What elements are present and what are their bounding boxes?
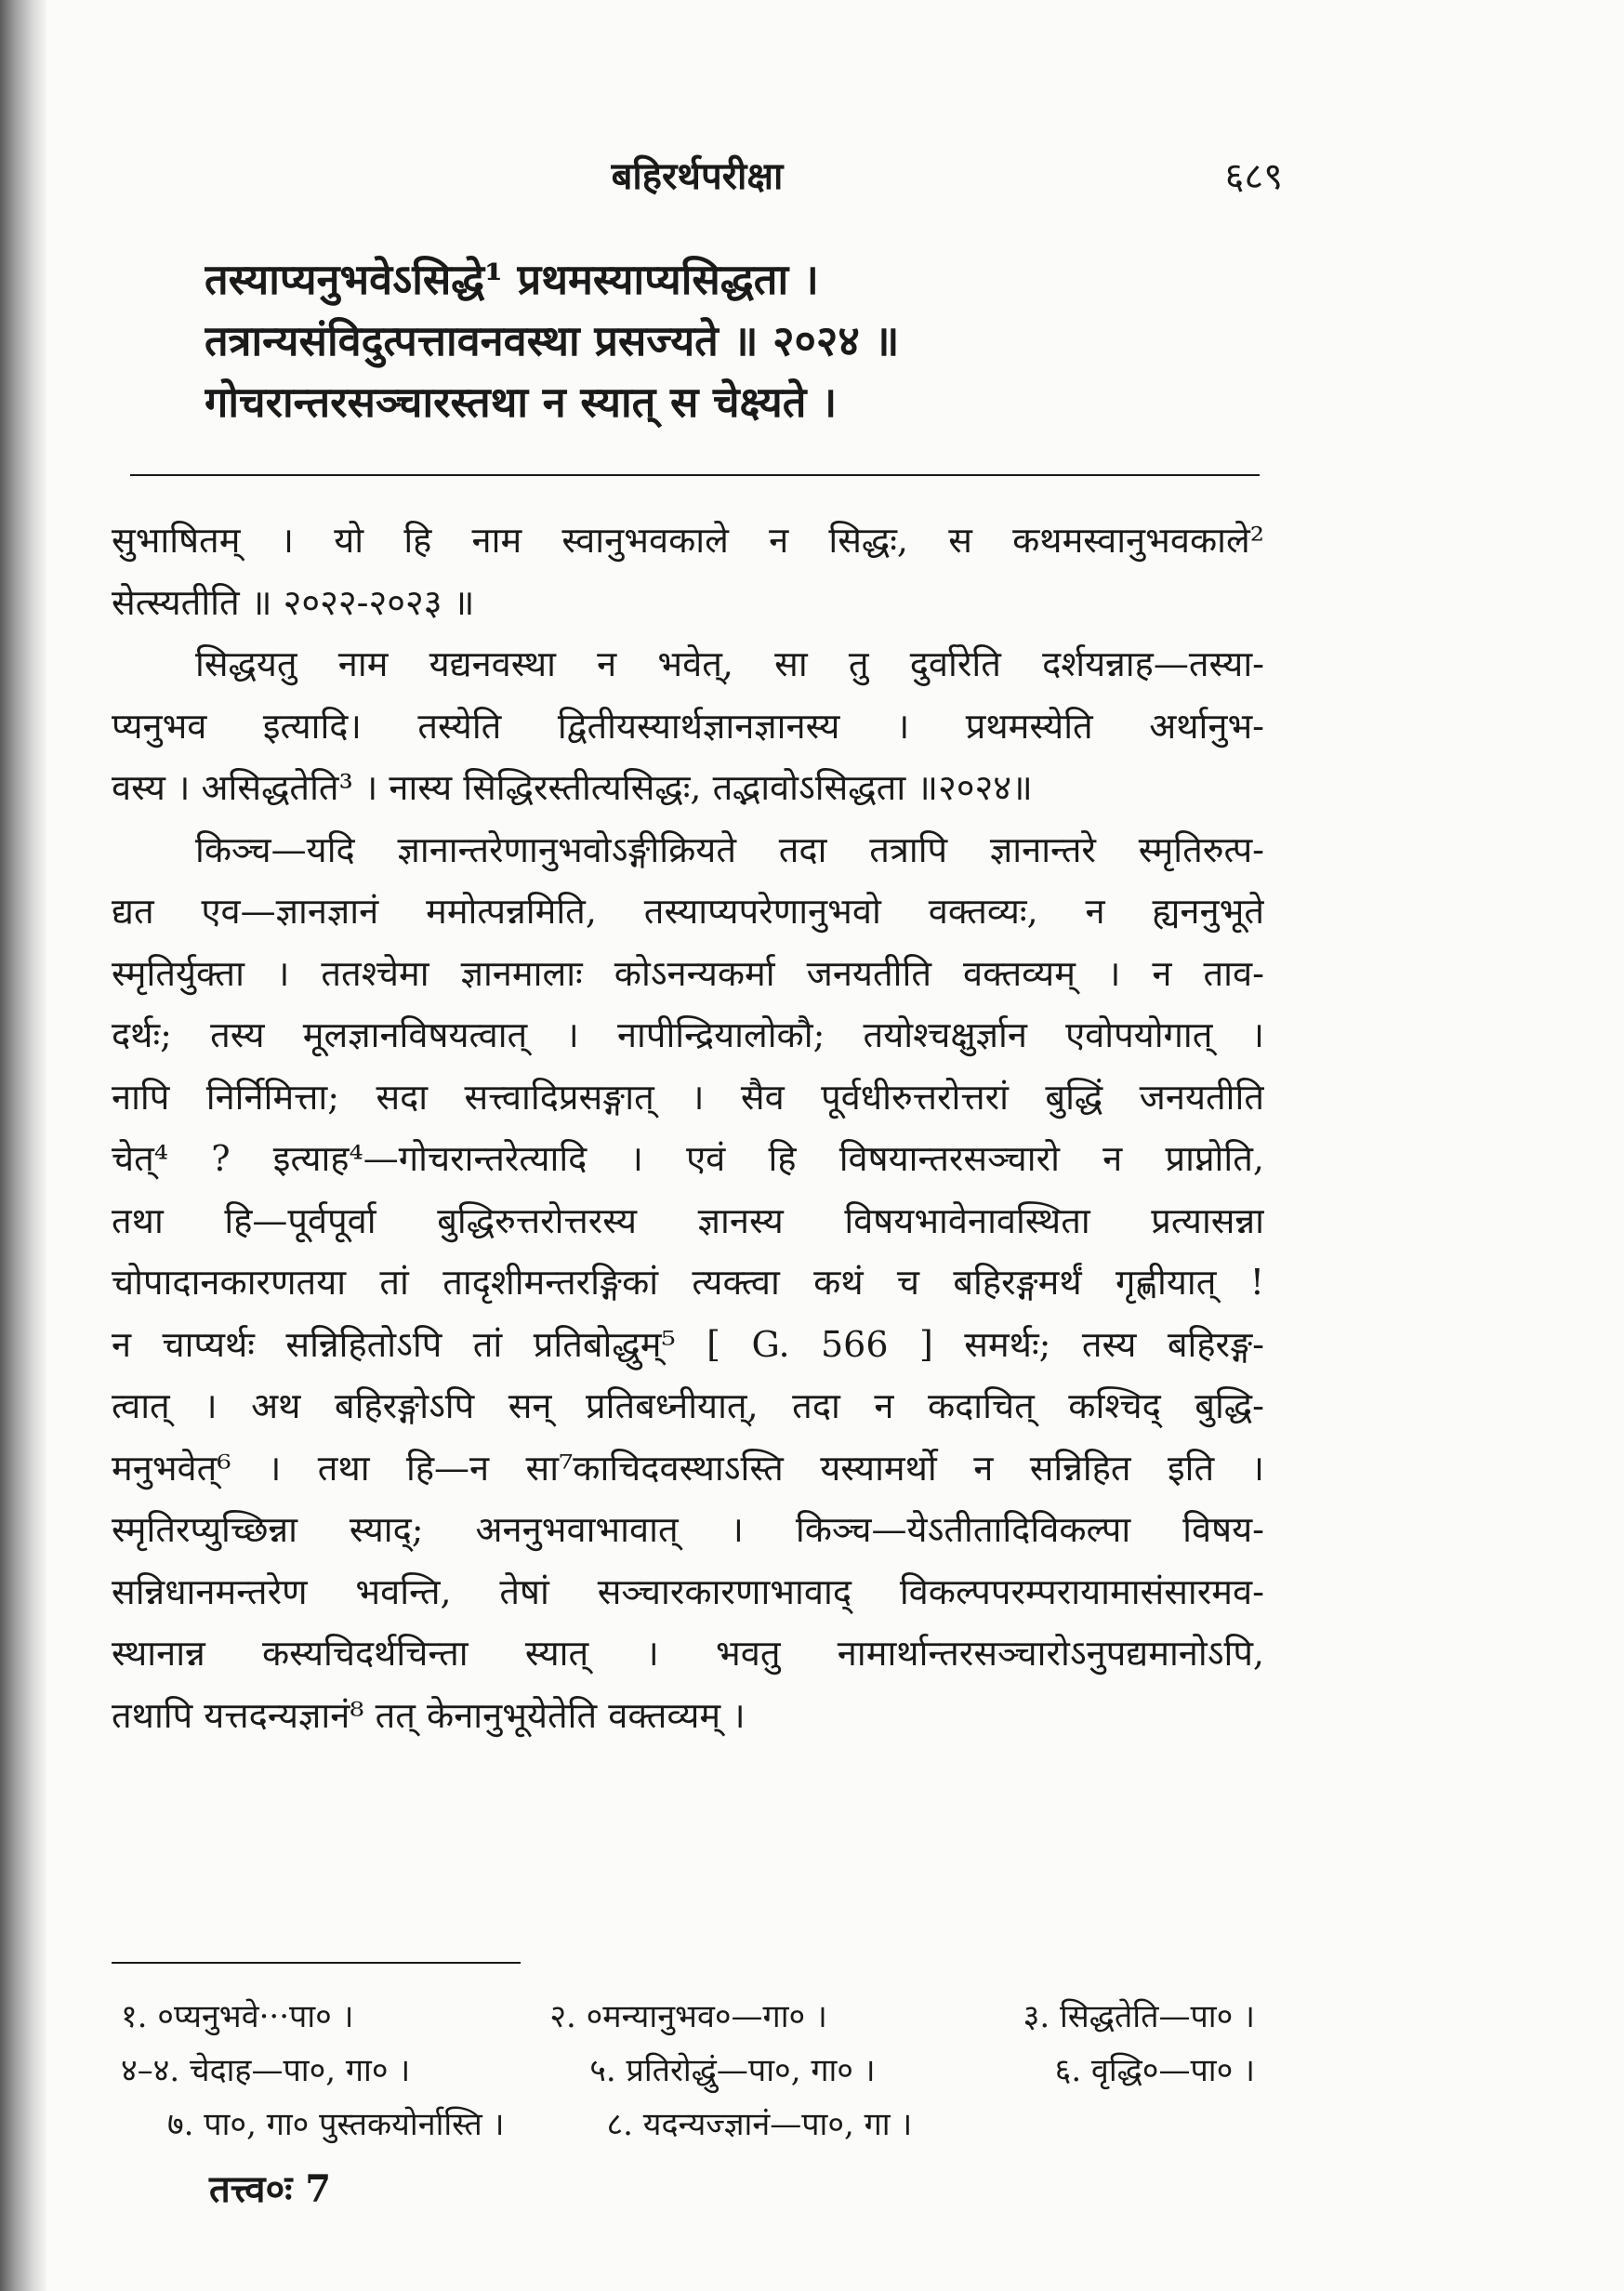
footnote-divider <box>112 1962 521 1964</box>
text-line: त्वात् । अथ बहिरङ्गोऽपि सन् प्रतिबध्नीयात्, तदा न कदाचित् कश्चिद् बुद्धि- <box>112 1385 1264 1426</box>
footnote-row <box>121 2044 1255 2098</box>
text-line: सुभाषितम् । यो हि नाम स्वानुभवकाले न सिद्धः, स कथमस्वानुभवकाले² <box>112 520 1264 561</box>
footnote: ६. वृद्धि०—पा० । <box>1054 2052 1255 2089</box>
verse-block <box>205 249 1255 433</box>
page-number: ६८९ <box>1224 155 1283 198</box>
verse-line: तत्रान्यसंविदुत्पत्तावनवस्था प्रसज्यते ॥ २०२४ ॥ <box>205 316 900 365</box>
footnote: ३. सिद्धतेति—पा० । <box>1023 1998 1255 2035</box>
commentary-paragraph <box>112 510 1264 633</box>
text-line: तथा हि—पूर्वपूर्वा बुद्धिरुत्तरोत्तरस्य ज्ञानस्य विषयभावेनावस्थिता प्रत्यासन्ना <box>112 1199 1264 1241</box>
footnote: २. ०मन्यानुभव०—गा० । <box>549 1998 827 2035</box>
text-line: द्यत एव—ज्ञानज्ञानं ममोत्पन्नमिति, तस्याप्यपरेणानुभवो वक्तव्यः, न ह्यननुभूते <box>112 891 1264 932</box>
text-line: तथापि यत्तदन्यज्ञानं⁸ तत् केनानुभूयेतेति वक्तव्यम् । <box>112 1694 746 1736</box>
text-line: किञ्च—यदि ज्ञानान्तरेणानुभवोऽङ्गीक्रियते तदा तत्रापि ज्ञानान्तरे स्मृतिरुत्प- <box>195 828 1264 870</box>
text-line: दर्थः; तस्य मूलज्ञानविषयत्वात् । नापीन्द्रियालोकौ; तयोश्चक्षुर्ज्ञान एवोपयोगात् । <box>112 1014 1264 1055</box>
text-line: सिद्धयतु नाम यद्यनवस्था न भवेत्, सा तु दुर्वारेति दर्शयन्नाह—तस्या- <box>195 643 1264 684</box>
commentary <box>112 510 1264 1746</box>
footnote-row <box>121 2098 1255 2152</box>
footnote-row <box>121 1990 1255 2044</box>
verse-divider <box>130 474 1260 476</box>
footnote: ८. यदन्यज्ज्ञानं—पा०, गा । <box>606 2106 913 2143</box>
text-line: नापि निर्निमित्ता; सदा सत्त्वादिप्रसङ्गात् । सैव पूर्वधीरुत्तरोत्तरां बुद्धिं जनयतीति <box>112 1076 1264 1118</box>
page-header <box>112 149 1283 205</box>
text-line: स्मृतिर्युक्ता । ततश्चेमा ज्ञानमालाः कोऽनन्यकर्मा जनयतीति वक्तव्यम् । न ताव- <box>112 952 1264 994</box>
text-line: स्मृतिरप्युच्छिन्ना स्याद्; अननुभवाभावात् । किञ्च—येऽतीतादिविकल्पा विषय- <box>112 1509 1264 1550</box>
text-line: वस्य । असिद्धतेति³ । नास्य सिद्धिरस्तीत्यसिद्धः, तद्भावोऽसिद्धता ॥२०२४॥ <box>112 767 1033 808</box>
commentary-paragraph <box>112 633 1264 819</box>
verse-line: गोचरान्तरसञ्चारस्तथा न स्यात् स चेक्ष्यते । <box>205 377 838 427</box>
text-line: न चाप्यर्थः सन्निहितोऽपि तां प्रतिबोद्धुम्⁵ [ G. 566 ] समर्थः; तस्य बहिरङ्ग- <box>112 1323 1264 1365</box>
verse-line: तस्याप्यनुभवेऽसिद्धे¹ प्रथमस्याप्यसिद्धता । <box>205 255 819 304</box>
text-line: स्थानान्न कस्यचिदर्थचिन्ता स्यात् । भवतु नामार्थान्तरसञ्चारोऽनुपद्यमानोऽपि, <box>112 1633 1264 1674</box>
text-line: सन्निधानमन्तरेण भवन्ति, तेषां सञ्चारकारणाभावाद् विकल्पपरम्परायामासंसारमव- <box>112 1570 1264 1612</box>
footnotes <box>121 1990 1255 2152</box>
footnote: ४–४. चेदाह—पा०, गा० । <box>121 2052 411 2089</box>
text-line: चेत्⁴ ? इत्याह⁴—गोचरान्तरेत्यादि । एवं हि विषयान्तरसञ्चारो न प्राप्नोति, <box>112 1138 1264 1179</box>
footnote: ७. पा०, गा० पुस्तकयोर्नास्ति । <box>167 2106 505 2143</box>
running-title: बहिरर्थपरीक्षा <box>611 154 784 198</box>
signature-mark: तत्त्व०ः 7 <box>209 2167 332 2211</box>
footnote: १. ०प्यनुभवे···पा० । <box>121 1998 354 2035</box>
footnote: ५. प्रतिरोद्धुं—पा०, गा० । <box>589 2052 876 2089</box>
text-line: प्यनुभव इत्यादि। तस्येति द्वितीयस्यार्थज्ञानज्ञानस्य । प्रथमस्येति अर्थानुभ- <box>112 705 1264 747</box>
text-line: सेत्स्यतीति ॥ २०२२-२०२३ ॥ <box>112 581 475 623</box>
text-line: मनुभवेत्⁶ । तथा हि—न सा⁷काचिदवस्थाऽस्ति यस्यामर्थो न सन्निहित इति । <box>112 1447 1264 1489</box>
commentary-paragraph <box>112 819 1264 1747</box>
text-line: चोपादानकारणतया तां तादृशीमन्तरङ्गिकां त्यक्त्वा कथं च बहिरङ्गमर्थं गृह्णीयात् ! <box>112 1262 1264 1303</box>
